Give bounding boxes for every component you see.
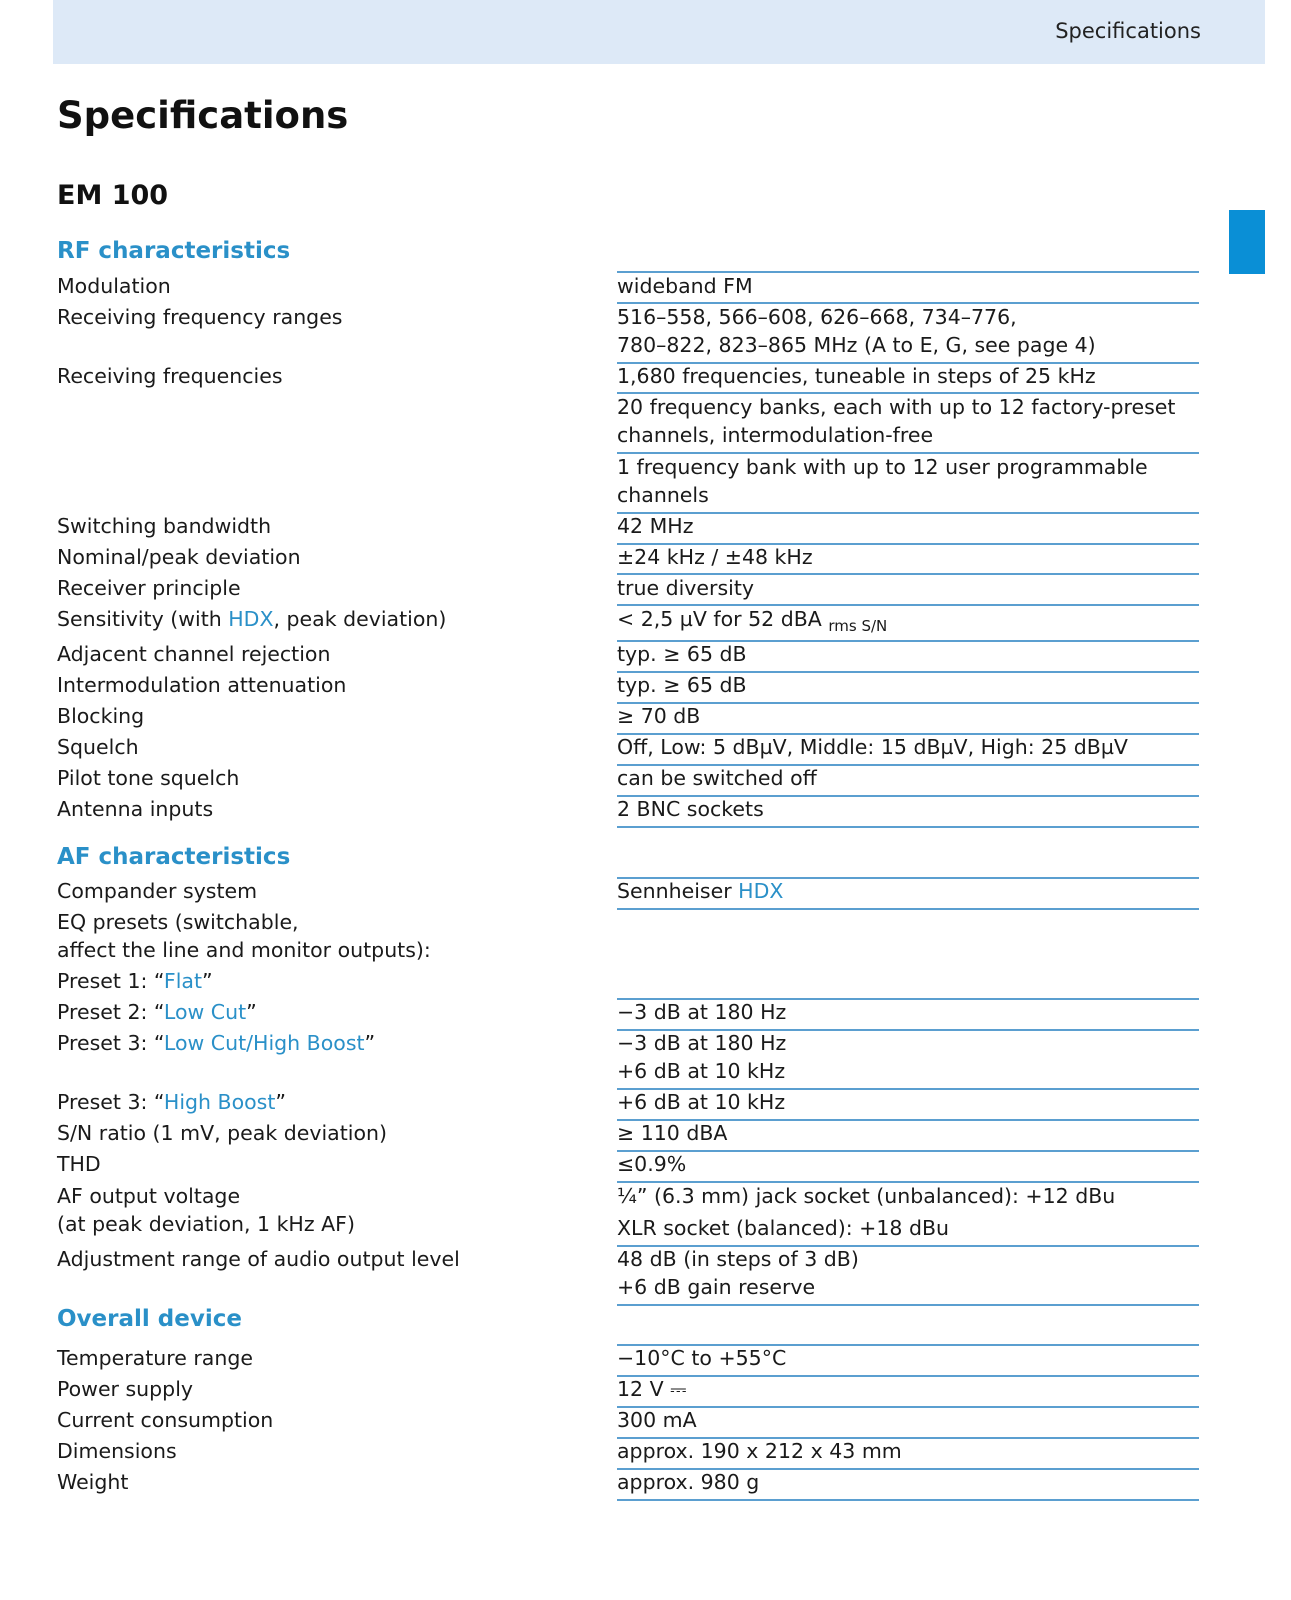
label-sensitivity: Sensitivity (with HDX, peak deviation) — [57, 607, 447, 631]
value-frequency-ranges-1: 516–558, 566–608, 626–668, 734–776, — [617, 305, 1017, 329]
label-pilot-tone: Pilot tone squelch — [57, 766, 240, 790]
label-thd: THD — [57, 1152, 101, 1176]
label-snr: S/N ratio (1 mV, peak deviation) — [57, 1121, 387, 1145]
label-preset-3: Preset 3: “Low Cut/High Boost” — [57, 1031, 376, 1055]
value-temperature: −10°C to +55°C — [617, 1346, 787, 1370]
rule — [617, 908, 1199, 910]
section-heading-overall: Overall device — [57, 1306, 242, 1332]
value-frequencies-3a: 1 frequency bank with up to 12 user programmable — [617, 455, 1148, 479]
value-weight: approx. 980 g — [617, 1470, 760, 1494]
value-frequencies-3b: channels — [617, 483, 709, 507]
value-compander: Sennheiser HDX — [617, 879, 784, 903]
value-frequencies-1: 1,680 frequencies, tuneable in steps of 25 kHz — [617, 364, 1096, 388]
label-adjacent-rejection: Adjacent channel rejection — [57, 642, 331, 666]
section-heading-rf: RF characteristics — [57, 238, 291, 264]
chapter-tab — [1229, 210, 1265, 274]
label-weight: Weight — [57, 1470, 129, 1494]
value-snr: ≥ 110 dBA — [617, 1121, 728, 1145]
value-output-voltage-1: ¼” (6.3 mm) jack socket (unbalanced): +12 dBu — [617, 1184, 1116, 1208]
label-receiver-principle: Receiver principle — [57, 576, 241, 600]
value-frequencies-2a: 20 frequency banks, each with up to 12 factory-preset — [617, 395, 1176, 419]
value-preset-high-boost: +6 dB at 10 kHz — [617, 1090, 786, 1114]
label-modulation: Modulation — [57, 274, 171, 298]
label-output-voltage-1: AF output voltage — [57, 1184, 241, 1208]
label-current: Current consumption — [57, 1408, 274, 1432]
label-eq-presets-1: EQ presets (switchable, — [57, 910, 299, 934]
value-receiver-principle: true diversity — [617, 576, 755, 600]
value-modulation: wideband FM — [617, 274, 753, 298]
value-adjustment-range-1: 48 dB (in steps of 3 dB) — [617, 1247, 859, 1271]
label-preset-1: Preset 1: “Flat” — [57, 969, 213, 993]
label-frequencies: Receiving frequencies — [57, 364, 283, 388]
label-blocking: Blocking — [57, 704, 145, 728]
value-pilot-tone: can be switched off — [617, 766, 817, 790]
rule — [617, 1150, 1199, 1152]
value-adjustment-range-2: +6 dB gain reserve — [617, 1275, 816, 1299]
value-switching-bandwidth: 42 MHz — [617, 514, 694, 538]
value-power-supply: 12 V ⎓ — [617, 1377, 687, 1401]
label-frequency-ranges: Receiving frequency ranges — [57, 305, 343, 329]
label-intermodulation: Intermodulation attenuation — [57, 673, 347, 697]
running-title: Specifications — [1055, 19, 1201, 43]
model-title: EM 100 — [57, 180, 169, 211]
label-antenna-inputs: Antenna inputs — [57, 797, 214, 821]
label-squelch: Squelch — [57, 735, 139, 759]
rule — [617, 1375, 1199, 1377]
label-switching-bandwidth: Switching bandwidth — [57, 514, 272, 538]
value-preset-2: −3 dB at 180 Hz — [617, 1000, 787, 1024]
label-power-supply: Power supply — [57, 1377, 194, 1401]
value-preset-3-1: −3 dB at 180 Hz — [617, 1031, 787, 1055]
value-blocking: ≥ 70 dB — [617, 704, 701, 728]
rule — [617, 1499, 1199, 1501]
value-current: 300 mA — [617, 1408, 697, 1432]
value-dimensions: approx. 190 x 212 x 43 mm — [617, 1439, 902, 1463]
value-sensitivity: < 2,5 µV for 52 dBA $_{rms S/N}$ — [617, 607, 888, 635]
rule — [617, 826, 1199, 828]
label-preset-high-boost: Preset 3: “High Boost” — [57, 1090, 287, 1114]
label-preset-2: Preset 2: “Low Cut” — [57, 1000, 257, 1024]
value-frequency-ranges-2: 780–822, 823–865 MHz (A to E, G, see page 4) — [617, 333, 1096, 357]
rule — [617, 512, 1199, 514]
label-adjustment-range: Adjustment range of audio output level — [57, 1247, 460, 1271]
label-output-voltage-2: (at peak deviation, 1 kHz AF) — [57, 1212, 355, 1236]
section-heading-af: AF characteristics — [57, 844, 291, 870]
rule — [617, 702, 1199, 704]
value-adjacent-rejection: typ. ≥ 65 dB — [617, 642, 747, 666]
label-temperature: Temperature range — [57, 1346, 253, 1370]
value-preset-3-2: +6 dB at 10 kHz — [617, 1059, 786, 1083]
label-dimensions: Dimensions — [57, 1439, 177, 1463]
label-eq-presets-2: affect the line and monitor outputs): — [57, 938, 431, 962]
value-output-voltage-2: XLR socket (balanced): +18 dBu — [617, 1216, 950, 1240]
rule — [617, 1406, 1199, 1408]
value-deviation: ±24 kHz / ±48 kHz — [617, 545, 813, 569]
label-compander: Compander system — [57, 879, 258, 903]
page-title: Specifications — [57, 94, 349, 137]
value-squelch: Off, Low: 5 dBµV, Middle: 15 dBµV, High: 25 dBµV — [617, 735, 1128, 759]
value-antenna-inputs: 2 BNC sockets — [617, 797, 764, 821]
value-intermodulation: typ. ≥ 65 dB — [617, 673, 747, 697]
value-frequencies-2b: channels, intermodulation-free — [617, 423, 934, 447]
value-thd: ≤0.9% — [617, 1152, 687, 1176]
label-deviation: Nominal/peak deviation — [57, 545, 301, 569]
rule — [617, 1304, 1199, 1306]
